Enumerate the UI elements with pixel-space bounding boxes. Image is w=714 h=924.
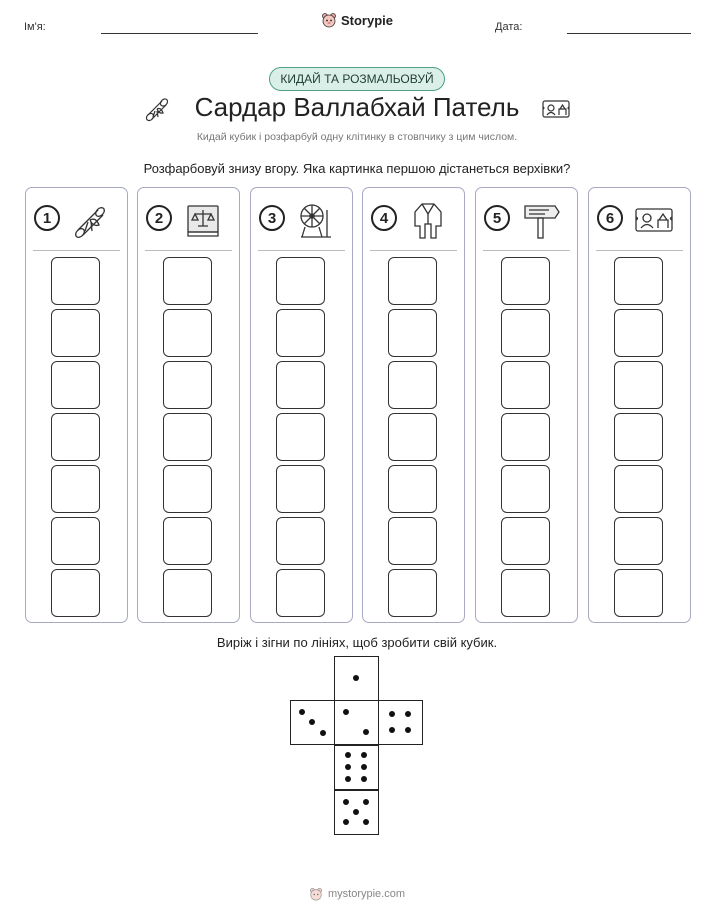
suit-icon: [407, 200, 449, 240]
color-cell[interactable]: [614, 569, 663, 617]
color-cell[interactable]: [276, 309, 325, 357]
color-cell[interactable]: [614, 465, 663, 513]
ballot-ticket-icon: [541, 95, 571, 121]
dice-face-3: [290, 700, 335, 745]
dice-pip: [345, 776, 351, 782]
color-cell[interactable]: [51, 361, 100, 409]
column-header: [26, 200, 127, 240]
storypie-mascot-icon: [309, 887, 323, 901]
color-cell[interactable]: [388, 569, 437, 617]
column-4: [362, 187, 465, 623]
dice-face-5: [334, 790, 379, 835]
dice-pip: [389, 711, 395, 717]
color-cell[interactable]: [501, 309, 550, 357]
color-cell[interactable]: [501, 361, 550, 409]
column-header: [363, 200, 464, 240]
title-row: [0, 92, 714, 123]
color-cell[interactable]: [51, 257, 100, 305]
subtitle: Кидай кубик і розфарбуй одну клітинку в стовпчику з цим числом.: [196, 131, 518, 143]
color-cell[interactable]: [614, 257, 663, 305]
dice-pip: [363, 729, 369, 735]
dice-pip: [343, 709, 349, 715]
date-label: Дата:: [495, 21, 523, 33]
color-cell[interactable]: [163, 465, 212, 513]
dice-pip: [361, 752, 367, 758]
column-5: [475, 187, 578, 623]
color-cell[interactable]: [501, 569, 550, 617]
column-divider: [370, 250, 457, 251]
column-divider: [483, 250, 570, 251]
color-cell[interactable]: [51, 413, 100, 461]
color-cell[interactable]: [614, 361, 663, 409]
activity-badge: КИДАЙ ТА РОЗМАЛЬОВУЙ: [269, 67, 445, 91]
color-cell[interactable]: [388, 413, 437, 461]
color-cell[interactable]: [388, 361, 437, 409]
dice-pip: [361, 776, 367, 782]
instruction-text: Розфарбовуй знизу вгору. Яка картинка першою дістанеться верхівки?: [143, 161, 571, 176]
dice-face-2: [334, 700, 379, 745]
color-cell[interactable]: [51, 517, 100, 565]
spinning-wheel-icon: [295, 200, 337, 240]
color-cell[interactable]: [163, 257, 212, 305]
color-cell[interactable]: [388, 257, 437, 305]
dice-pip: [353, 809, 359, 815]
color-cell[interactable]: [51, 309, 100, 357]
cut-instruction: Виріж і зігни по лініях, щоб зробити свій кубик.: [216, 635, 498, 650]
dice-pip: [389, 727, 395, 733]
color-cell[interactable]: [614, 517, 663, 565]
color-cell[interactable]: [276, 517, 325, 565]
name-line: [101, 33, 258, 34]
brand-name: Storypie: [340, 12, 393, 28]
signpost-icon: [520, 200, 562, 240]
column-3: [250, 187, 353, 623]
color-cell[interactable]: [163, 569, 212, 617]
column-header: [251, 200, 352, 240]
ballot-ticket-icon: [633, 200, 675, 240]
dice-pip: [363, 819, 369, 825]
column-header: [138, 200, 239, 240]
date-line: [567, 33, 691, 34]
color-cell[interactable]: [388, 309, 437, 357]
column-2: [137, 187, 240, 623]
dice-pip: [299, 709, 305, 715]
color-cell[interactable]: [276, 465, 325, 513]
color-cell[interactable]: [51, 569, 100, 617]
color-cell[interactable]: [163, 361, 212, 409]
brand-logo: [0, 12, 714, 28]
column-divider: [596, 250, 683, 251]
color-cell[interactable]: [51, 465, 100, 513]
column-number: 2: [146, 205, 172, 231]
dice-pip: [361, 764, 367, 770]
column-divider: [258, 250, 345, 251]
column-number: 3: [259, 205, 285, 231]
dice-pip: [405, 711, 411, 717]
dice-face-1: [334, 656, 379, 701]
color-cell[interactable]: [276, 413, 325, 461]
color-cell[interactable]: [388, 465, 437, 513]
color-cell[interactable]: [388, 517, 437, 565]
dice-face-4: [378, 700, 423, 745]
column-number: 6: [597, 205, 623, 231]
dice-pip: [343, 799, 349, 805]
color-cell[interactable]: [163, 309, 212, 357]
column-number: 1: [34, 205, 60, 231]
column-header: [589, 200, 690, 240]
dice-pip: [309, 719, 315, 725]
footer-url: mystorypie.com: [327, 888, 406, 900]
dice-pip: [353, 675, 359, 681]
column-header: [476, 200, 577, 240]
color-cell[interactable]: [276, 257, 325, 305]
color-cell[interactable]: [501, 465, 550, 513]
column-number: 5: [484, 205, 510, 231]
column-number: 4: [371, 205, 397, 231]
color-cell[interactable]: [163, 413, 212, 461]
color-cell[interactable]: [501, 517, 550, 565]
color-cell[interactable]: [614, 309, 663, 357]
color-cell[interactable]: [614, 413, 663, 461]
page-title: Сардар Валлабхай Патель: [194, 92, 520, 122]
color-cell[interactable]: [501, 257, 550, 305]
dice-pip: [345, 752, 351, 758]
color-cell[interactable]: [276, 569, 325, 617]
dice-pip: [345, 764, 351, 770]
scroll-icon: [70, 200, 112, 240]
column-divider: [145, 250, 232, 251]
column-divider: [33, 250, 120, 251]
dice-pip: [343, 819, 349, 825]
column-6: [588, 187, 691, 623]
dice-pip: [363, 799, 369, 805]
dice-face-6: [334, 745, 379, 790]
color-cell[interactable]: [163, 517, 212, 565]
footer: [0, 887, 714, 901]
name-label: Ім'я:: [24, 21, 46, 33]
storypie-mascot-icon: [321, 12, 337, 28]
column-1: [25, 187, 128, 623]
law-book-icon: [182, 200, 224, 240]
dice-pip: [405, 727, 411, 733]
color-cell[interactable]: [501, 413, 550, 461]
scroll-icon: [143, 93, 173, 123]
dice-pip: [320, 730, 326, 736]
color-cell[interactable]: [276, 361, 325, 409]
